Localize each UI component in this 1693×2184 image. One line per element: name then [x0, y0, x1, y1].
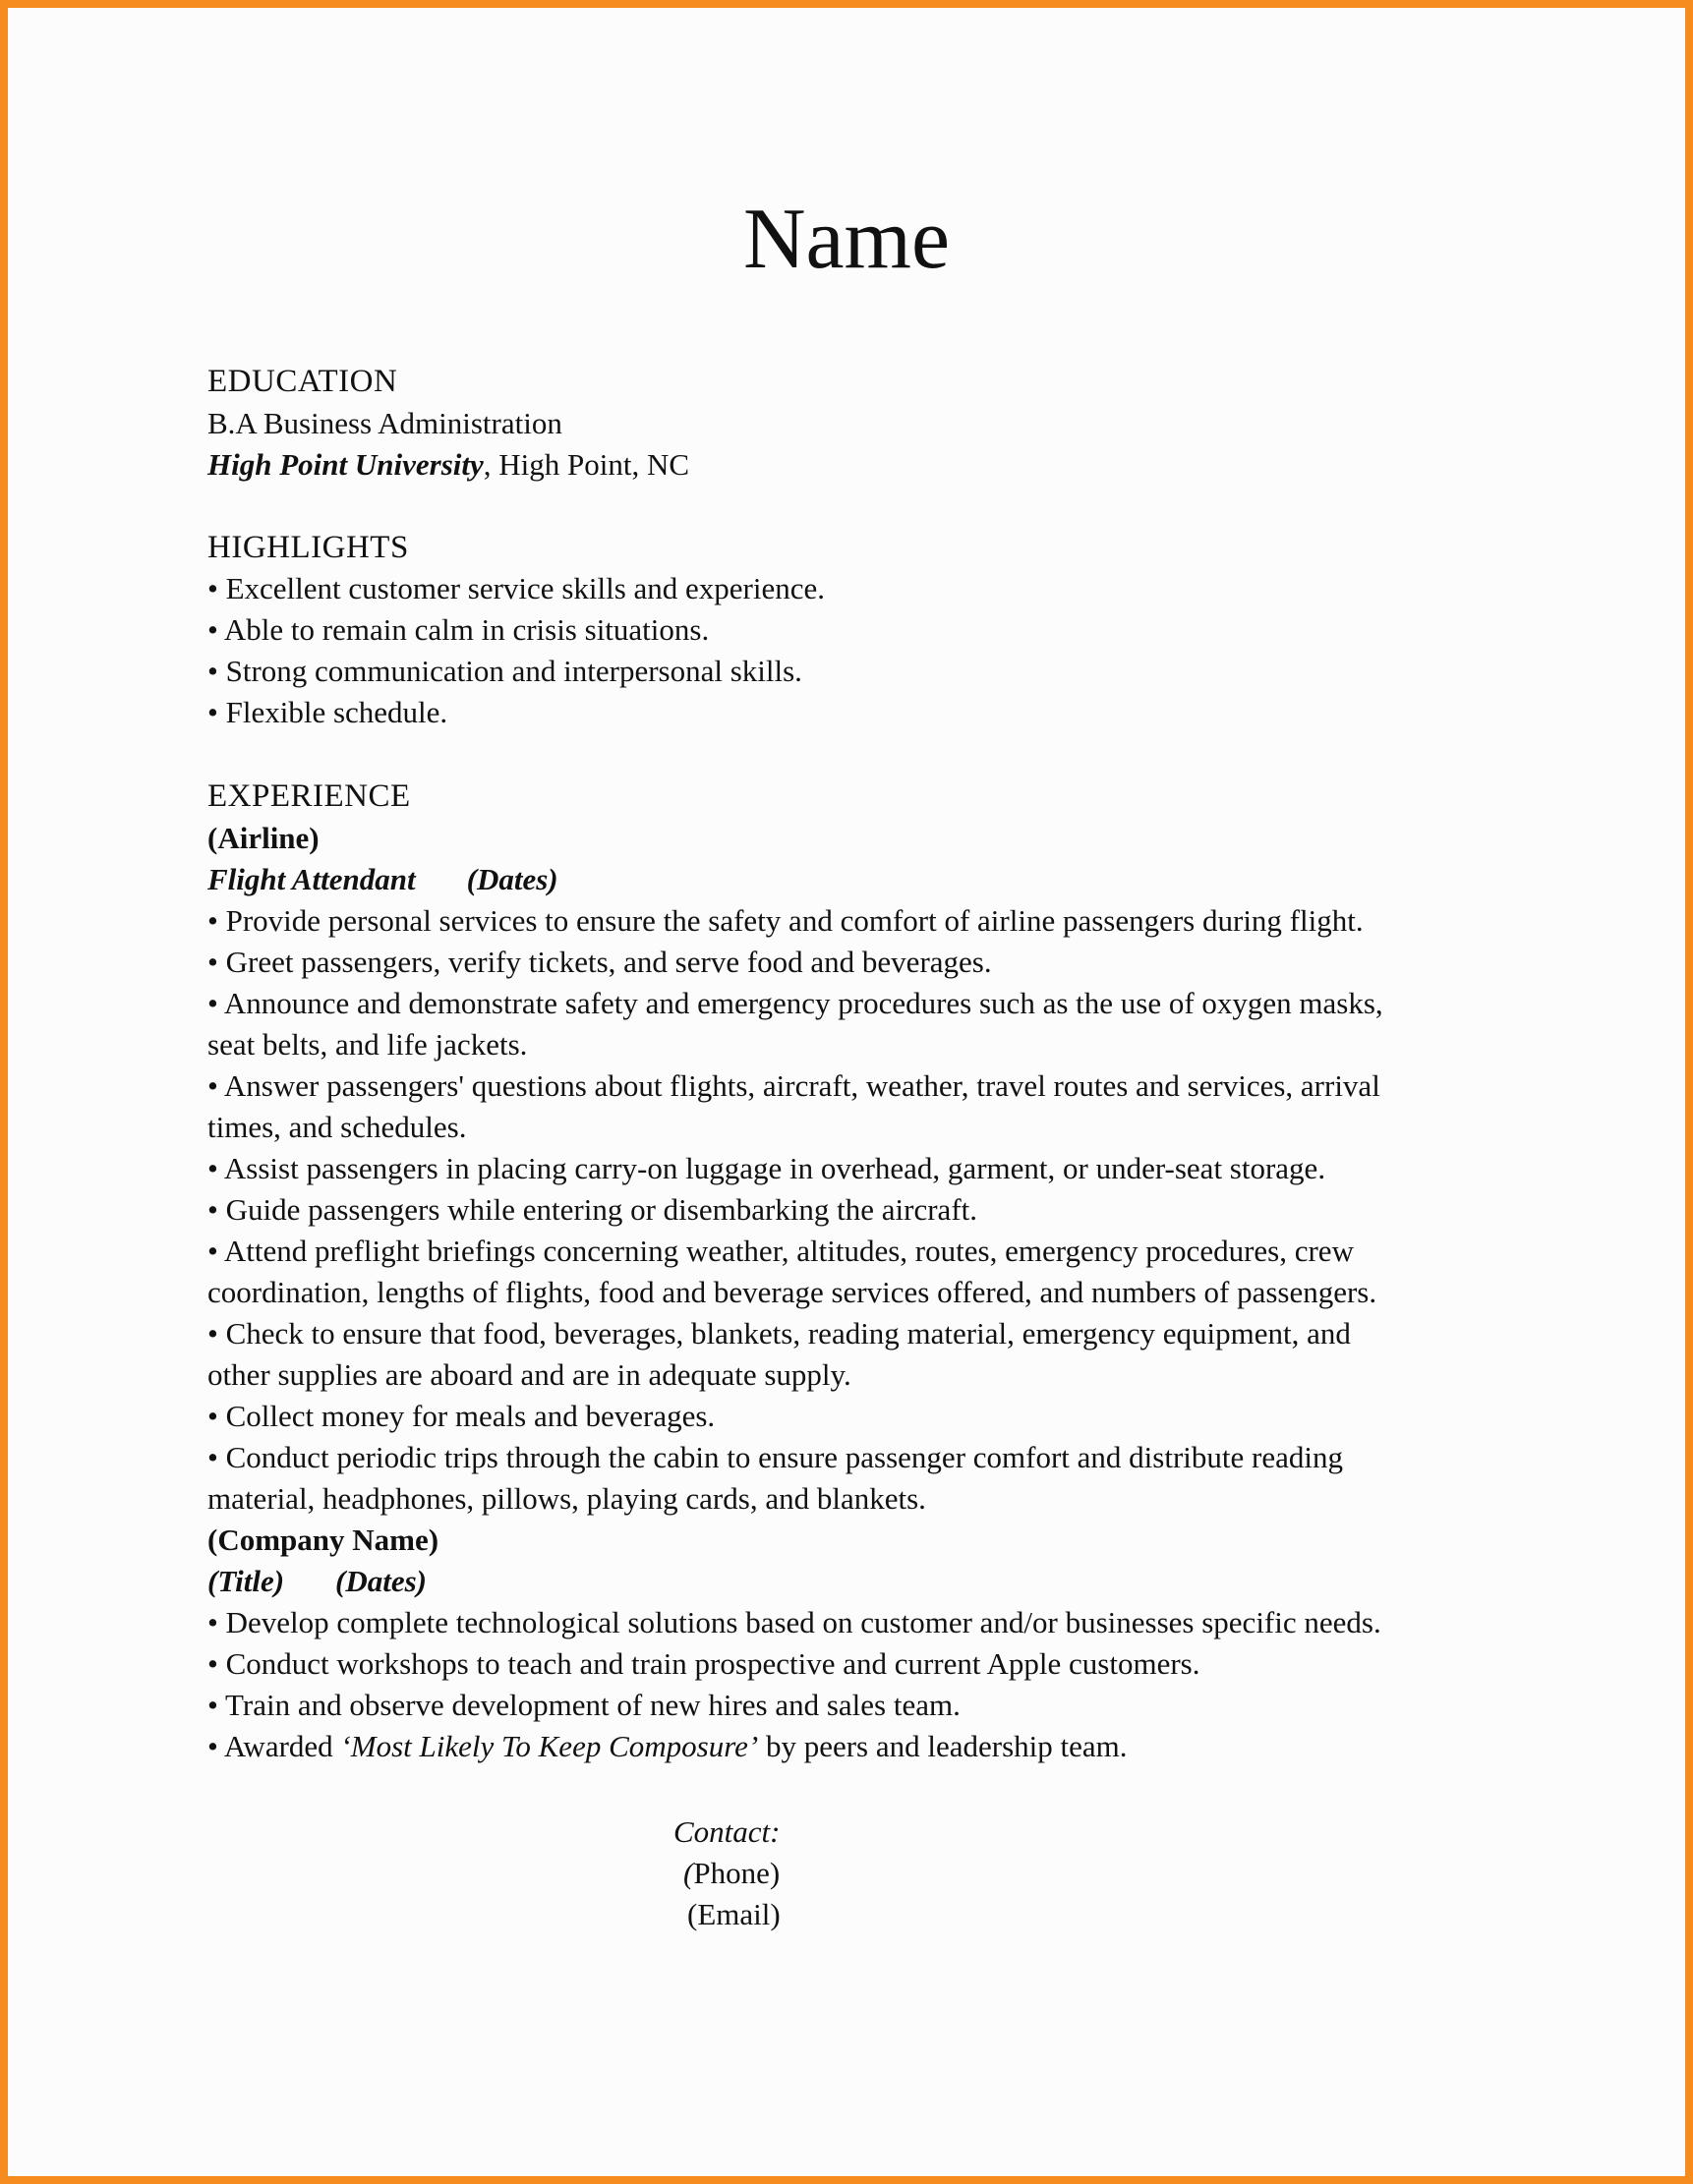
job-duty-line: • Greet passengers, verify tickets, and serve food and beverages. [207, 945, 992, 979]
job-duty-line: • Check to ensure that food, beverages, blankets, reading material, emergency equipment, and [207, 1316, 1351, 1351]
contact-block [673, 1811, 781, 1935]
highlight-item: • Strong communication and interpersonal skills. [207, 654, 802, 688]
highlight-item: • Excellent customer service skills and experience. [207, 571, 826, 605]
job-title-line [207, 1561, 427, 1602]
highlight-item: • Flexible schedule. [207, 695, 448, 729]
job-duty-line: • Conduct workshops to teach and train prospective and current Apple customers. [207, 1646, 1200, 1681]
job-duty-line: • Attend preflight briefings concerning weather, altitudes, routes, emergency procedures, crew [207, 1234, 1354, 1268]
job-duty-line: seat belts, and life jackets. [207, 1027, 528, 1062]
job-duty-line: material, headphones, pillows, playing cards, and blankets. [207, 1481, 926, 1516]
contact-email: (Email) [687, 1897, 781, 1931]
award-suffix: by peers and leadership team. [758, 1729, 1128, 1763]
job-company: (Company Name) [207, 1523, 439, 1557]
highlights-heading: HIGHLIGHTS [207, 530, 409, 565]
job-duty-line: other supplies are aboard and are in adequate supply. [207, 1357, 851, 1392]
contact-label: Contact: [673, 1814, 781, 1849]
education-heading: EDUCATION [207, 364, 398, 399]
job-award-line [207, 1726, 1128, 1767]
job-company: (Airline) [207, 821, 320, 855]
job-duty-line: • Guide passengers while entering or disembarking the aircraft. [207, 1192, 978, 1227]
job-duty-line: • Collect money for meals and beverages. [207, 1399, 716, 1433]
award-prefix: • Awarded [207, 1729, 341, 1763]
education-school: High Point University [207, 447, 484, 482]
education-school-line [207, 444, 689, 486]
job-duty-line: • Announce and demonstrate safety and emergency procedures such as the use of oxygen masks, [207, 986, 1383, 1020]
job-dates: (Dates) [466, 862, 558, 896]
job-duty-line: • Conduct periodic trips through the cabin to ensure passenger comfort and distribute reading [207, 1440, 1343, 1474]
education-location: , High Point, NC [483, 447, 690, 482]
job-duty-line: • Answer passengers' questions about flights, aircraft, weather, travel routes and services, arrival [207, 1068, 1380, 1103]
job-title: (Title) [207, 1564, 285, 1598]
job-duty-line: • Provide personal services to ensure the safety and comfort of airline passengers during flight. [207, 903, 1364, 938]
job-duty-line: times, and schedules. [207, 1110, 467, 1144]
highlight-item: • Able to remain calm in crisis situations. [207, 612, 710, 647]
job-title: Flight Attendant [207, 862, 416, 896]
resume-name: Name [742, 192, 951, 287]
job-title-line [207, 859, 558, 900]
job-duty-line: • Develop complete technological solutions based on customer and/or businesses specific needs. [207, 1605, 1381, 1639]
experience-heading: EXPERIENCE [207, 778, 411, 814]
contact-phone-text: Phone) [693, 1856, 781, 1890]
job-duty-line: • Assist passengers in placing carry-on luggage in overhead, garment, or under-seat storage. [207, 1151, 1326, 1185]
education-degree: B.A Business Administration [207, 406, 562, 440]
job-dates: (Dates) [335, 1564, 428, 1598]
award-quote: ‘Most Likely To Keep Composure’ [340, 1729, 759, 1763]
contact-phone [673, 1853, 781, 1894]
job-duty-line: • Train and observe development of new hires and sales team. [207, 1688, 961, 1722]
contact-phone-paren: ( [683, 1856, 694, 1890]
job-duty-line: coordination, lengths of flights, food and beverage services offered, and numbers of passengers. [207, 1275, 1377, 1309]
